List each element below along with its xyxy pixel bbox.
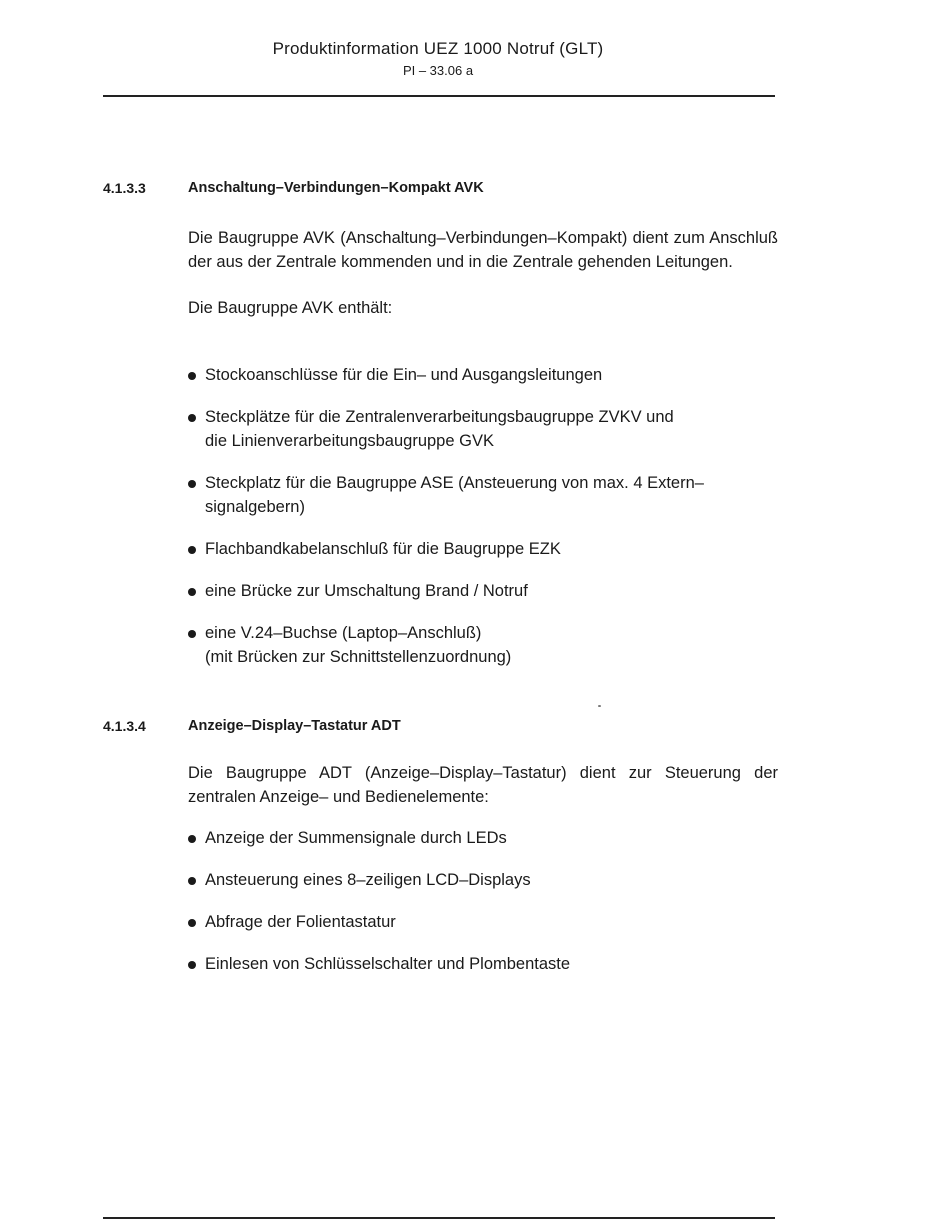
- section-number: 4.1.3.3: [103, 180, 146, 196]
- section-adt-bullet-list: [188, 826, 778, 976]
- list-item: [188, 471, 778, 519]
- bullet-icon: [188, 961, 196, 969]
- bullet-icon: [188, 919, 196, 927]
- document-title: Produktinformation UEZ 1000 Notruf (GLT): [272, 39, 604, 58]
- list-item-text: Flachbandkabelanschluß für die Baugruppe EZK: [205, 540, 561, 558]
- list-item: [188, 579, 778, 603]
- list-item-text: Steckplatz für die Baugruppe ASE (Ansteuerung von max. 4 Extern–: [205, 474, 704, 492]
- list-item-text: Abfrage der Folientastatur: [205, 913, 396, 931]
- section-avk-intro: [188, 226, 778, 320]
- bullet-icon: [188, 372, 196, 380]
- bullet-icon: [188, 877, 196, 885]
- bullet-icon: [188, 414, 196, 422]
- list-item: [188, 363, 778, 387]
- document-reference: PI – 33.06 a: [402, 63, 474, 78]
- section-title: Anzeige–Display–Tastatur ADT: [188, 718, 401, 734]
- paragraph: Die Baugruppe ADT (Anzeige–Display–Tastatur) dient zur Steuerung der zentralen Anzeige– und Bedienelemente:: [188, 764, 778, 806]
- list-item: [188, 621, 778, 669]
- list-item-text: Anzeige der Summensignale durch LEDs: [205, 829, 507, 847]
- list-item-text: Einlesen von Schlüsselschalter und Plombentaste: [205, 955, 571, 973]
- section-number: 4.1.3.4: [103, 718, 146, 734]
- section-title: Anschaltung–Verbindungen–Kompakt AVK: [188, 180, 484, 196]
- section-avk-bullet-list: [188, 363, 778, 669]
- list-item-text: Steckplätze für die Zentralenverarbeitungsbaugruppe ZVKV und: [205, 408, 674, 426]
- list-item-text: eine V.24–Buchse (Laptop–Anschluß): [205, 624, 482, 642]
- list-item: [188, 537, 778, 561]
- list-item-text: Ansteuerung eines 8–zeiligen LCD–Displays: [205, 871, 531, 889]
- bullet-icon: [188, 835, 196, 843]
- list-item-text: signalgebern): [205, 498, 305, 516]
- header-divider: [103, 95, 775, 97]
- list-item: [188, 868, 778, 892]
- bullet-icon: [188, 546, 196, 554]
- paragraph: Die Baugruppe AVK enthält:: [188, 299, 393, 317]
- section-adt-intro: [188, 761, 778, 809]
- footer-divider: [103, 1217, 775, 1219]
- bullet-icon: [188, 588, 196, 596]
- list-item: [188, 910, 778, 934]
- page-header: [0, 38, 876, 80]
- bullet-icon: [188, 480, 196, 488]
- list-item-text: Stockoanschlüsse für die Ein– und Ausgangsleitungen: [205, 366, 603, 384]
- scan-speck: [598, 705, 601, 707]
- list-item: [188, 405, 778, 453]
- list-item: [188, 826, 778, 850]
- list-item-text: (mit Brücken zur Schnittstellenzuordnung): [205, 648, 512, 666]
- paragraph: Die Baugruppe AVK (Anschaltung–Verbindungen–Kompakt) dient zum Anschluß der aus der Zentrale kommenden und in die Zentrale gehenden Leitungen.: [188, 229, 778, 271]
- list-item-text: die Linienverarbeitungsbaugruppe GVK: [205, 432, 494, 450]
- list-item: [188, 952, 778, 976]
- list-item-text: eine Brücke zur Umschaltung Brand / Notruf: [205, 582, 528, 600]
- bullet-icon: [188, 630, 196, 638]
